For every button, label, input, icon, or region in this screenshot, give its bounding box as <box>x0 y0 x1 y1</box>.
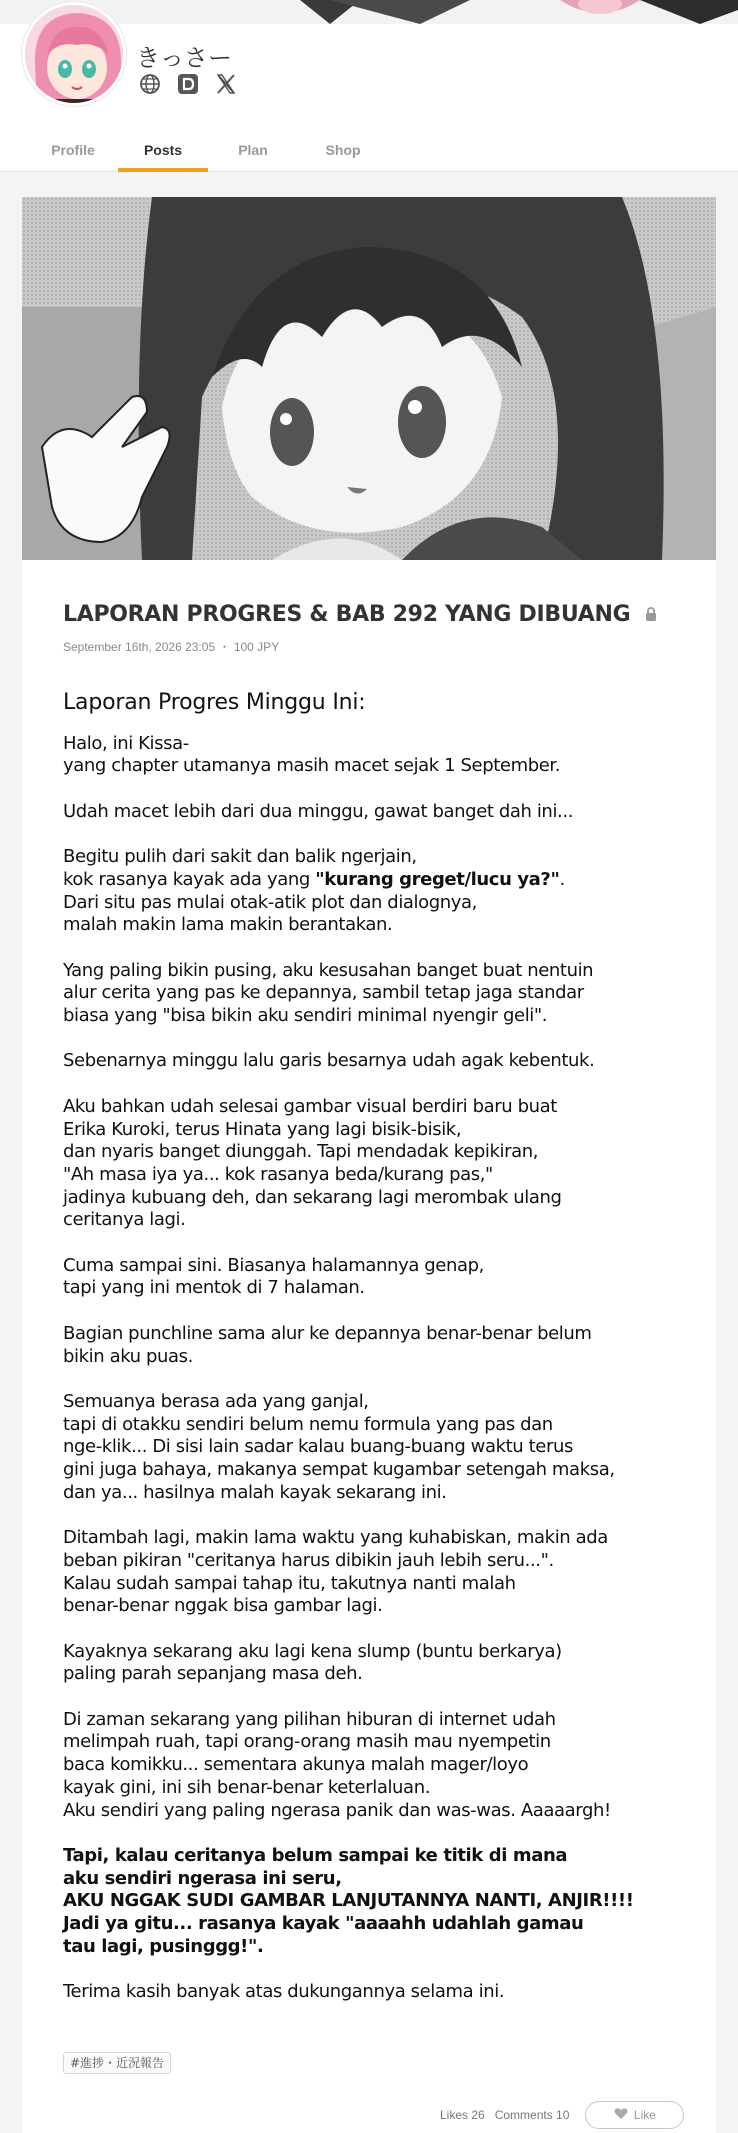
text-line: Halo, ini Kissa- <box>63 732 189 754</box>
like-button-label: Like <box>633 2108 656 2122</box>
post-card <box>22 197 716 2133</box>
text-line: jadinya kubuang deh, dan sekarang lagi merombak ulang <box>63 1186 562 1208</box>
tab-plan[interactable]: Plan <box>238 142 268 158</box>
text-line: tau lagi, pusinggg!". <box>63 1935 264 1957</box>
text-line: Yang paling bikin pusing, aku kesusahan banget buat nentuin <box>63 959 594 981</box>
post-heading: Laporan Progres Minggu Ini: <box>63 690 366 715</box>
post-tag[interactable]: #進捗・近況報告 <box>63 2052 171 2074</box>
text-line: Aku sendiri yang paling ngerasa panik dan was-was. Aaaaargh! <box>63 1799 611 1821</box>
text-line: yang chapter utamanya masih macet sejak 1 September. <box>63 755 561 777</box>
text-line: beban pikiran "ceritanya harus dibikin jauh lebih seru...". <box>63 1549 554 1571</box>
creator-header <box>0 0 738 172</box>
text-line: kayak gini, ini sih benar-benar keterlaluan. <box>63 1776 431 1798</box>
text-line: nge-klik... Di sisi lain sadar kalau buang-buang waktu terus <box>63 1436 573 1458</box>
post-paragraph <box>63 1391 693 1505</box>
post-paragraph <box>63 1323 693 1368</box>
text-line: malah makin lama makin berantakan. <box>63 914 393 936</box>
text-line: AKU NGGAK SUDI GAMBAR LANJUTANNYA NANTI, ANJIR!!!! <box>63 1890 634 1912</box>
post-paragraph <box>63 1709 693 1823</box>
emphasis-text: "kurang greget/lucu ya?" <box>315 868 560 890</box>
heart-icon <box>614 2107 628 2123</box>
text-line: Udah macet lebih dari dua minggu, gawat banget dah ini... <box>63 800 574 822</box>
text-line: Di zaman sekarang yang pilihan hiburan di internet udah <box>63 1708 556 1730</box>
post-paragraph <box>63 801 693 824</box>
post-paragraph <box>63 1981 693 2004</box>
text-line: melimpah ruah, tapi orang-orang masih mau nyempetin <box>63 1731 551 1753</box>
creator-name: きっさー <box>136 44 232 72</box>
text-line: ceritanya lagi. <box>63 1209 186 1231</box>
text-line: Terima kasih banyak atas dukungannya selama ini. <box>63 1981 505 2003</box>
social-links <box>138 72 238 96</box>
creator-avatar[interactable] <box>22 2 126 106</box>
post-paragraph <box>63 1096 693 1232</box>
post-paragraph <box>63 1527 693 1618</box>
post-paragraph <box>63 1050 693 1073</box>
tab-posts[interactable]: Posts <box>118 128 208 172</box>
text-line: Aku bahkan udah selesai gambar visual berdiri baru buat <box>63 1095 557 1117</box>
text-line: bikin aku puas. <box>63 1345 193 1367</box>
text-line: Kalau sudah sampai tahap itu, takutnya nanti malah <box>63 1572 516 1594</box>
post-meta <box>63 638 279 655</box>
text-line: paling parah sepanjang masa deh. <box>63 1663 363 1685</box>
post-price: 100 JPY <box>233 640 280 654</box>
text-line: benar-benar nggak bisa gambar lagi. <box>63 1595 383 1617</box>
post-paragraph <box>63 1641 693 1686</box>
text-line: Semuanya berasa ada yang ganjal, <box>63 1390 369 1412</box>
d-logo-icon[interactable] <box>176 72 200 96</box>
text-line: "Ah masa iya ya... kok rasanya beda/kurang pas," <box>63 1163 493 1185</box>
post-paragraph-emphasis <box>63 1845 693 1959</box>
text-line: dan nyaris banget diunggah. Tapi mendadak kepikiran, <box>63 1141 539 1163</box>
post-date: September 16th, 2026 23:05 <box>63 640 216 654</box>
text-line: aku sendiri ngerasa ini seru, <box>63 1867 342 1889</box>
creator-tabs <box>28 128 388 172</box>
tab-profile[interactable]: Profile <box>51 142 95 158</box>
tab-shop[interactable]: Shop <box>325 142 361 158</box>
post-paragraph <box>63 846 693 937</box>
lock-icon <box>644 603 658 628</box>
text-line: Jadi ya gitu... rasanya kayak "aaaahh udahlah gamau <box>63 1913 584 1935</box>
text-line: Dari situ pas mulai otak-atik plot dan dialognya, <box>63 891 477 913</box>
post-title-text: LAPORAN PROGRES & BAB 292 YANG DIBUANG <box>63 602 631 627</box>
text-line: . <box>559 868 565 890</box>
text-line: Ditambah lagi, makin lama waktu yang kuhabiskan, makin ada <box>63 1527 608 1549</box>
post-footer <box>440 2101 684 2129</box>
globe-icon[interactable] <box>138 72 162 96</box>
text-line: biasa yang "bisa bikin aku sendiri minimal nyengir geli". <box>63 1005 548 1027</box>
text-line: alur cerita yang pas ke depannya, sambil tetap jaga standar <box>63 982 584 1004</box>
comments-count[interactable]: Comments 10 <box>494 2108 570 2122</box>
text-line: gini juga bahaya, makanya sempat kugambar setengah maksa, <box>63 1459 615 1481</box>
likes-count: Likes 26 <box>440 2108 485 2122</box>
like-button[interactable] <box>585 2101 684 2129</box>
post-paragraph <box>63 1255 693 1300</box>
text-line: Kayaknya sekarang aku lagi kena slump (buntu berkarya) <box>63 1640 562 1662</box>
text-line: Sebenarnya minggu lalu garis besarnya udah agak kebentuk. <box>63 1050 595 1072</box>
text-line: tapi di otakku sendiri belum nemu formula yang pas dan <box>63 1413 553 1435</box>
post-paragraph <box>63 960 693 1028</box>
text-line: kok rasanya kayak ada yang <box>63 868 316 890</box>
post-cover-image <box>22 197 716 560</box>
text-line: Bagian punchline sama alur ke depannya benar-benar belum <box>63 1322 592 1344</box>
text-line: baca komikku... sementara akunya malah mager/loyo <box>63 1754 529 1776</box>
post-title <box>63 602 658 628</box>
text-line: Tapi, kalau ceritanya belum sampai ke titik di mana <box>63 1844 568 1866</box>
meta-separator: ・ <box>218 640 231 654</box>
post-body <box>63 692 693 2027</box>
text-line: Erika Kuroki, terus Hinata yang lagi bisik-bisik, <box>63 1118 462 1140</box>
text-line: tapi yang ini mentok di 7 halaman. <box>63 1277 365 1299</box>
text-line: Cuma sampai sini. Biasanya halamannya genap, <box>63 1254 484 1276</box>
post-paragraph <box>63 733 693 778</box>
text-line: dan ya... hasilnya malah kayak sekarang ini. <box>63 1481 447 1503</box>
x-logo-icon[interactable] <box>214 72 238 96</box>
text-line: Begitu pulih dari sakit dan balik ngerjain, <box>63 846 417 868</box>
